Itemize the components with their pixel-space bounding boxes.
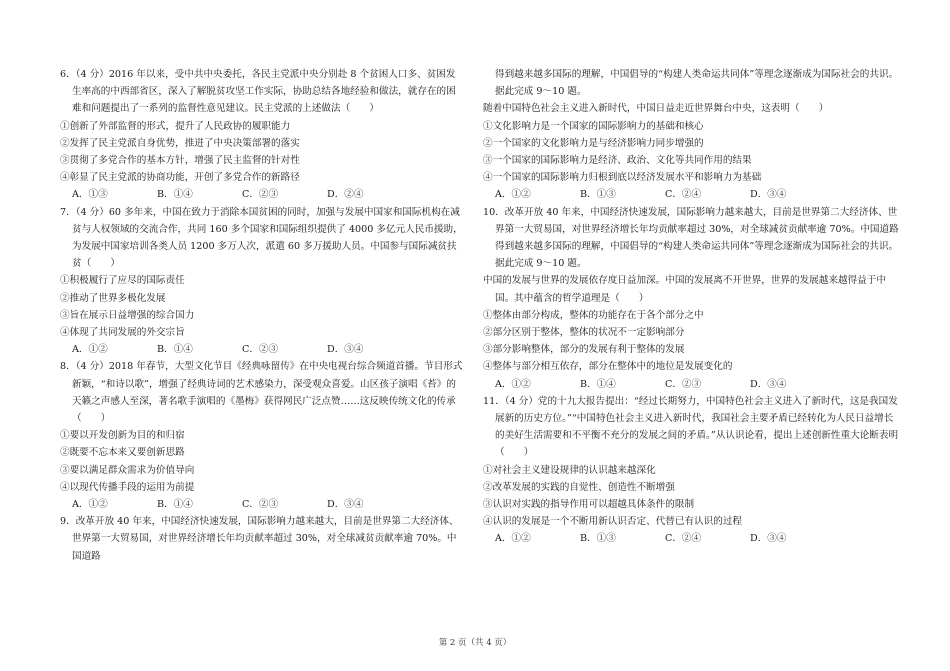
q10-statement-2: ②部分区别于整体，整体的状况不一定影响部分 — [483, 327, 685, 339]
q6-statement-1: ①创新了外部监督的形式，提升了人民政协的履职能力 — [60, 120, 291, 132]
q11-statement-1: ①对社会主义建设规律的认识越来越深化 — [483, 464, 656, 476]
q6-option-a[interactable]: A．①③ — [72, 189, 108, 201]
q10-statement-3: ③部分影响整体，部分的发展有利于整体的发展 — [483, 344, 685, 356]
question-9-stem: 9．改革开放 40 年来，中国经济快速发展，国际影响力越来越大，目前是世界第二大经济体、世界第一大贸易国，对世界经济增长年均贡献率超过 30%，对全球减贫贡献率逾 70%。中国道路 — [60, 516, 459, 562]
q7-option-b[interactable]: B．①④ — [157, 344, 193, 356]
question-10-lead: 中国的发展与世界的发展依存度日益加深。中国的发展离不开世界，世界的发展越来越得益于中国。其中蕴含的哲学道理是（ ） — [483, 275, 886, 304]
q9-statement-3: ③一个国家的国际影响力是经济、政治、文化等共同作用的结果 — [483, 155, 752, 167]
q6-option-b[interactable]: B．①④ — [157, 189, 193, 201]
q6-option-c[interactable]: C．②③ — [242, 189, 279, 201]
q10-option-d[interactable]: D．③④ — [750, 378, 787, 390]
q9-option-b[interactable]: B．①③ — [580, 189, 616, 201]
q11-statement-3: ③认识对实践的指导作用可以超越具体条件的限制 — [483, 499, 695, 511]
q7-statement-1: ①积极履行了应尽的国际责任 — [60, 275, 185, 287]
q6-statement-4: ④彰显了民主党派的协商功能，开创了多党合作的新路径 — [60, 172, 300, 184]
q9-option-d[interactable]: D．③④ — [750, 189, 787, 201]
q6-statement-3: ③贯彻了多党合作的基本方针，增强了民主监督的针对性 — [60, 155, 300, 167]
question-10-stem: 10．改革开放 40 年来，中国经济快速发展，国际影响力越来越大，目前是世界第二大经济体、世界第一大贸易国，对世界经济增长年均贡献率超过 30%，对全球减贫贡献率逾 70%。中国道路得到越来越多国际的理解，中国倡导的“构建人类命运共同体”等理念逐渐成为国际社会的共识。据此完成 9～10 题。 — [483, 206, 899, 270]
q7-statement-4: ④体现了共同发展的外交宗旨 — [60, 327, 185, 339]
q11-statement-2: ②改革发展的实践的自觉性、创造性不断增强 — [483, 481, 675, 493]
question-7-stem: 7．（4 分）60 多年来，中国在致力于消除本国贫困的同时，加强与发展中国家和国际机构在减贫与人权领域的交流合作，共同 160 多个国家和国际组织提供了 4000 多亿元人民币援助，为发展中国家培训各类人员 1200 多万人次，派遣 60 多万援助人员。中国参与国际减贫扶贫（ ） — [60, 206, 463, 270]
question-9-lead: 随着中国特色社会主义进入新时代，中国日益走近世界舞台中央，这表明（ ） — [483, 103, 829, 115]
q10-statement-1: ①整体由部分构成，整体的功能存在于各个部分之中 — [483, 309, 704, 321]
q11-option-c[interactable]: C．②④ — [665, 533, 702, 545]
question-11-stem: 11．（4 分）党的十九大报告提出：“经过长期努力，中国特色社会主义进入了新时代，这是我国发展新的历史方位。”“中国特色社会主义进入新时代，我国社会主要矛盾已经转化为人民日益增长的美好生活需要和不平衡不充分的发展之间的矛盾。”从认识论看，提出上述创新性重大论断表明（ ） — [483, 395, 899, 459]
question-8-stem: 8．（4 分）2018 年春节，大型文化节目《经典咏留传》在中央电视台综合频道首播。节目形式新颖，“和诗以歌”，增强了经典诗词的艺术感染力，深受观众喜爱。山区孩子演唱《苔》的天籁之声感人至深，著名歌手演唱的《墨梅》获得网民广泛点赞……这反映传统文化的传承（ ） — [60, 361, 463, 425]
q6-statement-2: ②发挥了民主党派自身优势，推进了中央决策部署的落实 — [60, 137, 300, 149]
question-6-stem: 6．（4 分）2016 年以来，受中共中央委托，各民主党派中央分别赴 8 个贫困人口多、贫困发生率高的中西部省区，深入了解脱贫攻坚工作实际，协助总结各地经验和做法，就存在的困难和问题提出了一系列的监督性意见建议。民主党派的上述做法（ ） — [60, 69, 456, 115]
q7-statement-3: ③旨在展示日益增强的综合国力 — [60, 309, 195, 321]
q9-statement-2: ②一个国家的文化影响力是与经济影响力同步增强的 — [483, 137, 704, 149]
q7-option-a[interactable]: A．①② — [72, 344, 108, 356]
q9-statement-4: ④一个国家的国际影响力归根到底以经济发展水平和影响力为基础 — [483, 172, 762, 184]
q8-option-d[interactable]: D．③④ — [327, 499, 364, 511]
q7-statement-2: ②推动了世界多极化发展 — [60, 292, 166, 304]
q7-option-c[interactable]: C．②③ — [242, 344, 279, 356]
q9-statement-1: ①文化影响力是一个国家的国际影响力的基础和核心 — [483, 120, 704, 132]
q10-option-c[interactable]: C．②③ — [665, 378, 702, 390]
q9-options — [483, 186, 899, 203]
q8-statement-3: ③要以满足群众需求为价值导向 — [60, 464, 195, 476]
q6-options — [60, 186, 464, 203]
q11-option-a[interactable]: A．①② — [495, 533, 531, 545]
q8-statement-4: ④以现代传播手段的运用为前提 — [60, 481, 195, 493]
q8-statement-2: ②既要不忘本来又要创新思路 — [60, 447, 185, 459]
q8-option-a[interactable]: A．①② — [72, 499, 108, 511]
q11-options — [483, 530, 899, 547]
q8-options — [60, 496, 464, 513]
q10-options — [483, 376, 899, 393]
right-column — [483, 66, 899, 548]
left-column — [60, 66, 464, 565]
q9-option-a[interactable]: A．①② — [495, 189, 531, 201]
q10-option-b[interactable]: B．①④ — [580, 378, 616, 390]
q8-option-b[interactable]: B．①④ — [157, 499, 193, 511]
q8-option-c[interactable]: C．②③ — [242, 499, 279, 511]
q9-option-c[interactable]: C．②④ — [665, 189, 702, 201]
page-footer: 第 2 页（共 4 页） — [438, 638, 512, 648]
q10-statement-4: ④整体与部分相互依存，部分在整体中的地位是发展变化的 — [483, 361, 733, 373]
q7-options — [60, 341, 464, 358]
q7-option-d[interactable]: D．③④ — [327, 344, 364, 356]
q6-option-d[interactable]: D．②④ — [327, 189, 364, 201]
question-9-stem-continued: 得到越来越多国际的理解，中国倡导的“构建人类命运共同体”等理念逐渐成为国际社会的共识。据此完成 9～10 题。 — [495, 69, 899, 98]
q10-option-a[interactable]: A．①② — [495, 378, 531, 390]
q11-statement-4: ④认识的发展是一个不断用新认识否定、代替已有认识的过程 — [483, 516, 743, 528]
q8-statement-1: ①要以开发创新为目的和归宿 — [60, 430, 185, 442]
q11-option-d[interactable]: D．③④ — [750, 533, 787, 545]
q11-option-b[interactable]: B．①③ — [580, 533, 616, 545]
